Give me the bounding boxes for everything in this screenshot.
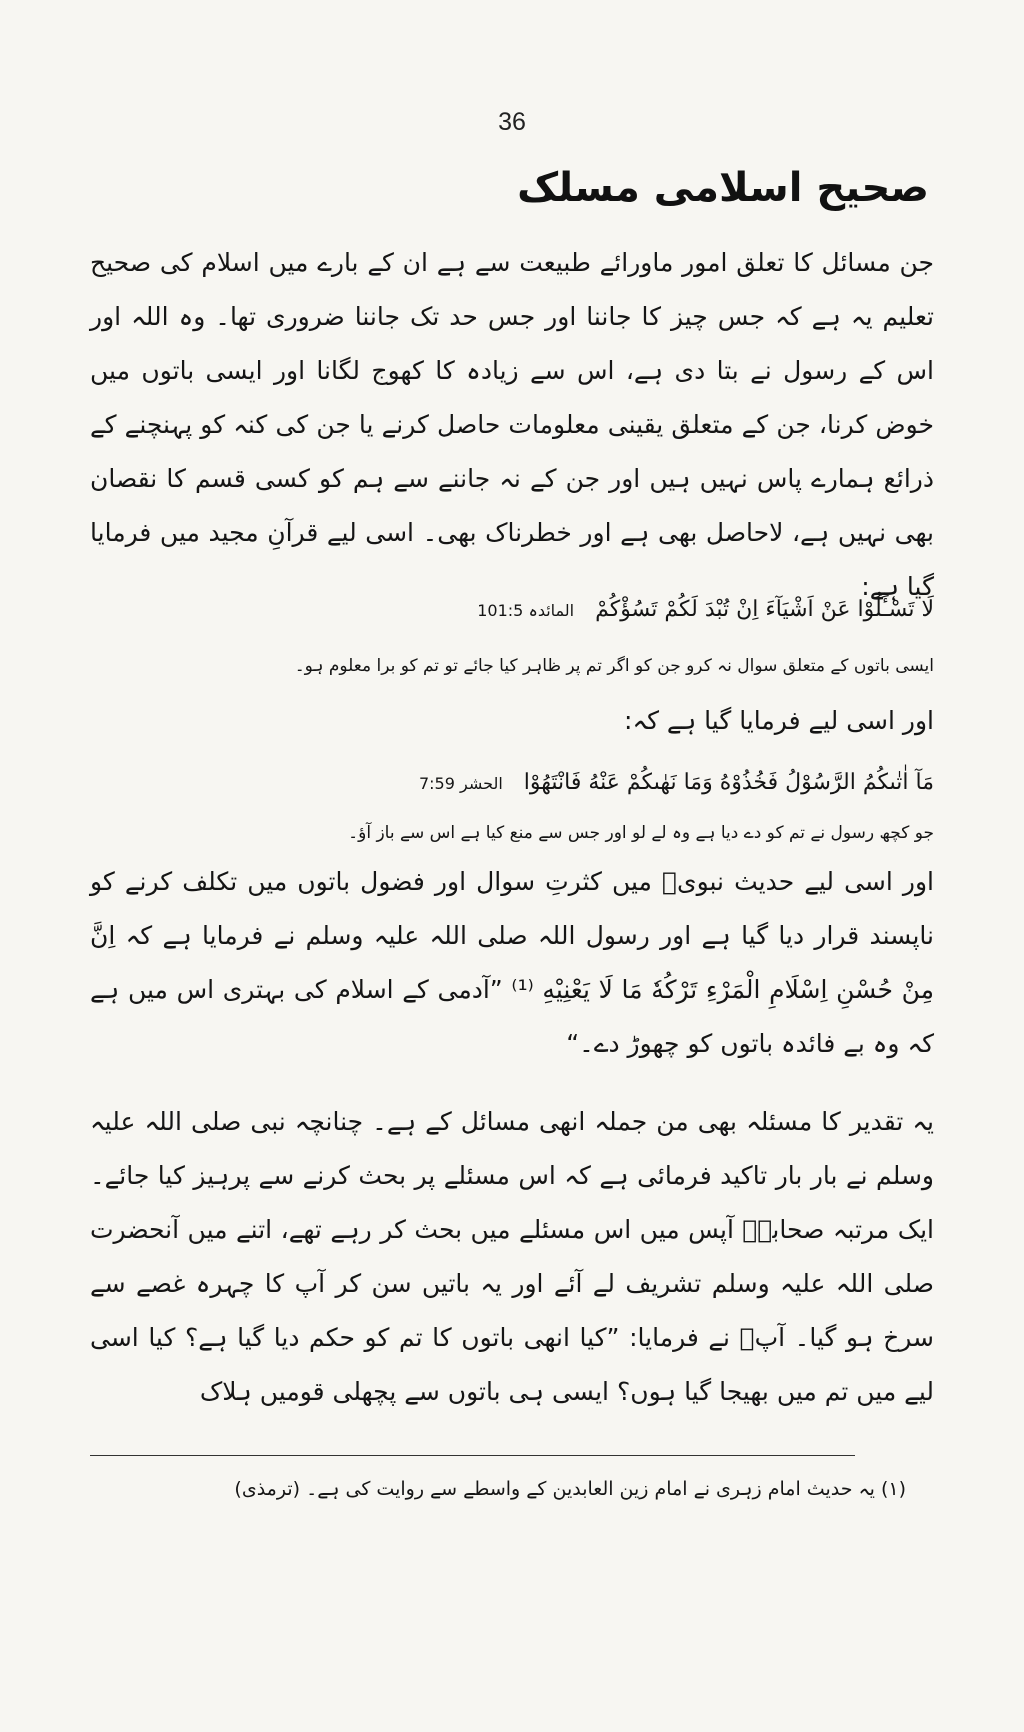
intro-line-2: اور اسی لیے فرمایا گیا ہے کہ:	[624, 706, 934, 735]
quran-verse-2-arabic: مَآ اٰتٰىكُمُ الرَّسُوْلُ فَخُذُوْهُ وَمَا نَهٰىكُمْ عَنْهُ فَانْتَهُوْا	[523, 770, 934, 795]
quran-verse-1	[330, 597, 934, 622]
section-heading: صحیح اسلامی مسلک	[517, 165, 929, 211]
paragraph-3: اور اسی لیے حدیث نبویؐ میں کثرتِ سوال اور فضول باتوں میں تکلف کرنے کو ناپسند قرار دیا گیا ہے اور رسول اللہ صلی اللہ علیہ وسلم نے فرمایا ہے کہ اِنَّ مِنْ حُسْنِ اِسْلَامِ الْمَرْءِ تَرْكُهٗ مَا لَا يَعْنِيْهِ ⁽¹⁾ ”آدمی کے اسلام کی بہتری اس میں ہے کہ وہ بے فائدہ باتوں کو چھوڑ دے۔“	[90, 867, 934, 1058]
quran-verse-1-reference: المائدہ 101:5	[477, 601, 575, 620]
quran-verse-2	[330, 770, 934, 795]
quran-verse-2-reference: الحشر 7:59	[418, 774, 503, 793]
footnote-divider	[90, 1455, 855, 1456]
quran-verse-1-translation: ایسی باتوں کے متعلق سوال نہ کرو جن کو اگر تم پر ظاہر کیا جائے تو تم کو برا معلوم ہو۔	[294, 656, 934, 676]
quran-verse-2-translation: جو کچھ رسول نے تم کو دے دیا ہے وہ لے لو اور جس سے منع کیا ہے اس سے باز آؤ۔	[348, 823, 934, 843]
footnote: (۱) یہ حدیث امام زہری نے امام زین العابدین کے واسطے سے روایت کی ہے۔ (ترمذی)	[234, 1478, 906, 1500]
paragraph-4: یہ تقدیر کا مسئلہ بھی من جملہ انھی مسائل کے ہے۔ چنانچہ نبی صلی اللہ علیہ وسلم نے بار بار تاکید فرمائی ہے کہ اس مسئلے پر بحث کرنے سے پرہیز کیا جائے۔ ایک مرتبہ صحابہؓ آپس میں اس مسئلے میں بحث کر رہے تھے، اتنے میں آنحضرت صلی اللہ علیہ وسلم تشریف لے آئے اور یہ باتیں سن کر آپ کا چہرہ غصے سے سرخ ہو گیا۔ آپؐ نے فرمایا: ”کیا انھی باتوں کا تم کو حکم دیا گیا ہے؟ کیا اسی لیے میں تم میں بھیجا گیا ہوں؟ ایسی ہی باتوں سے پچھلی قومیں ہلاک	[90, 1107, 934, 1406]
paragraph-1: جن مسائل کا تعلق امور ماورائے طبیعت سے ہے ان کے بارے میں اسلام کی صحیح تعلیم یہ ہے کہ جس چیز کا جاننا اور جس حد تک جاننا ضروری تھا۔ وہ اللہ اور اس کے رسول نے بتا دی ہے، اس سے زیادہ کا کھوج لگانا اور ایسی باتوں میں خوض کرنا، جن کے متعلق یقینی معلومات حاصل کرنے یا جن کی کنہ کو پہنچنے کے ذرائع ہمارے پاس نہیں ہیں اور جن کے نہ جاننے سے ہم کو کسی قسم کا نقصان بھی نہیں ہے، لاحاصل بھی ہے اور خطرناک بھی۔ اسی لیے قرآنِ مجید میں فرمایا گیا ہے:	[90, 248, 934, 601]
quran-verse-1-arabic: لَا تَسْـَٔلُوْا عَنْ اَشْيَآءَ اِنْ تُبْدَ لَكُمْ تَسُؤْكُمْ	[595, 597, 934, 622]
page-number: 36	[498, 108, 526, 136]
